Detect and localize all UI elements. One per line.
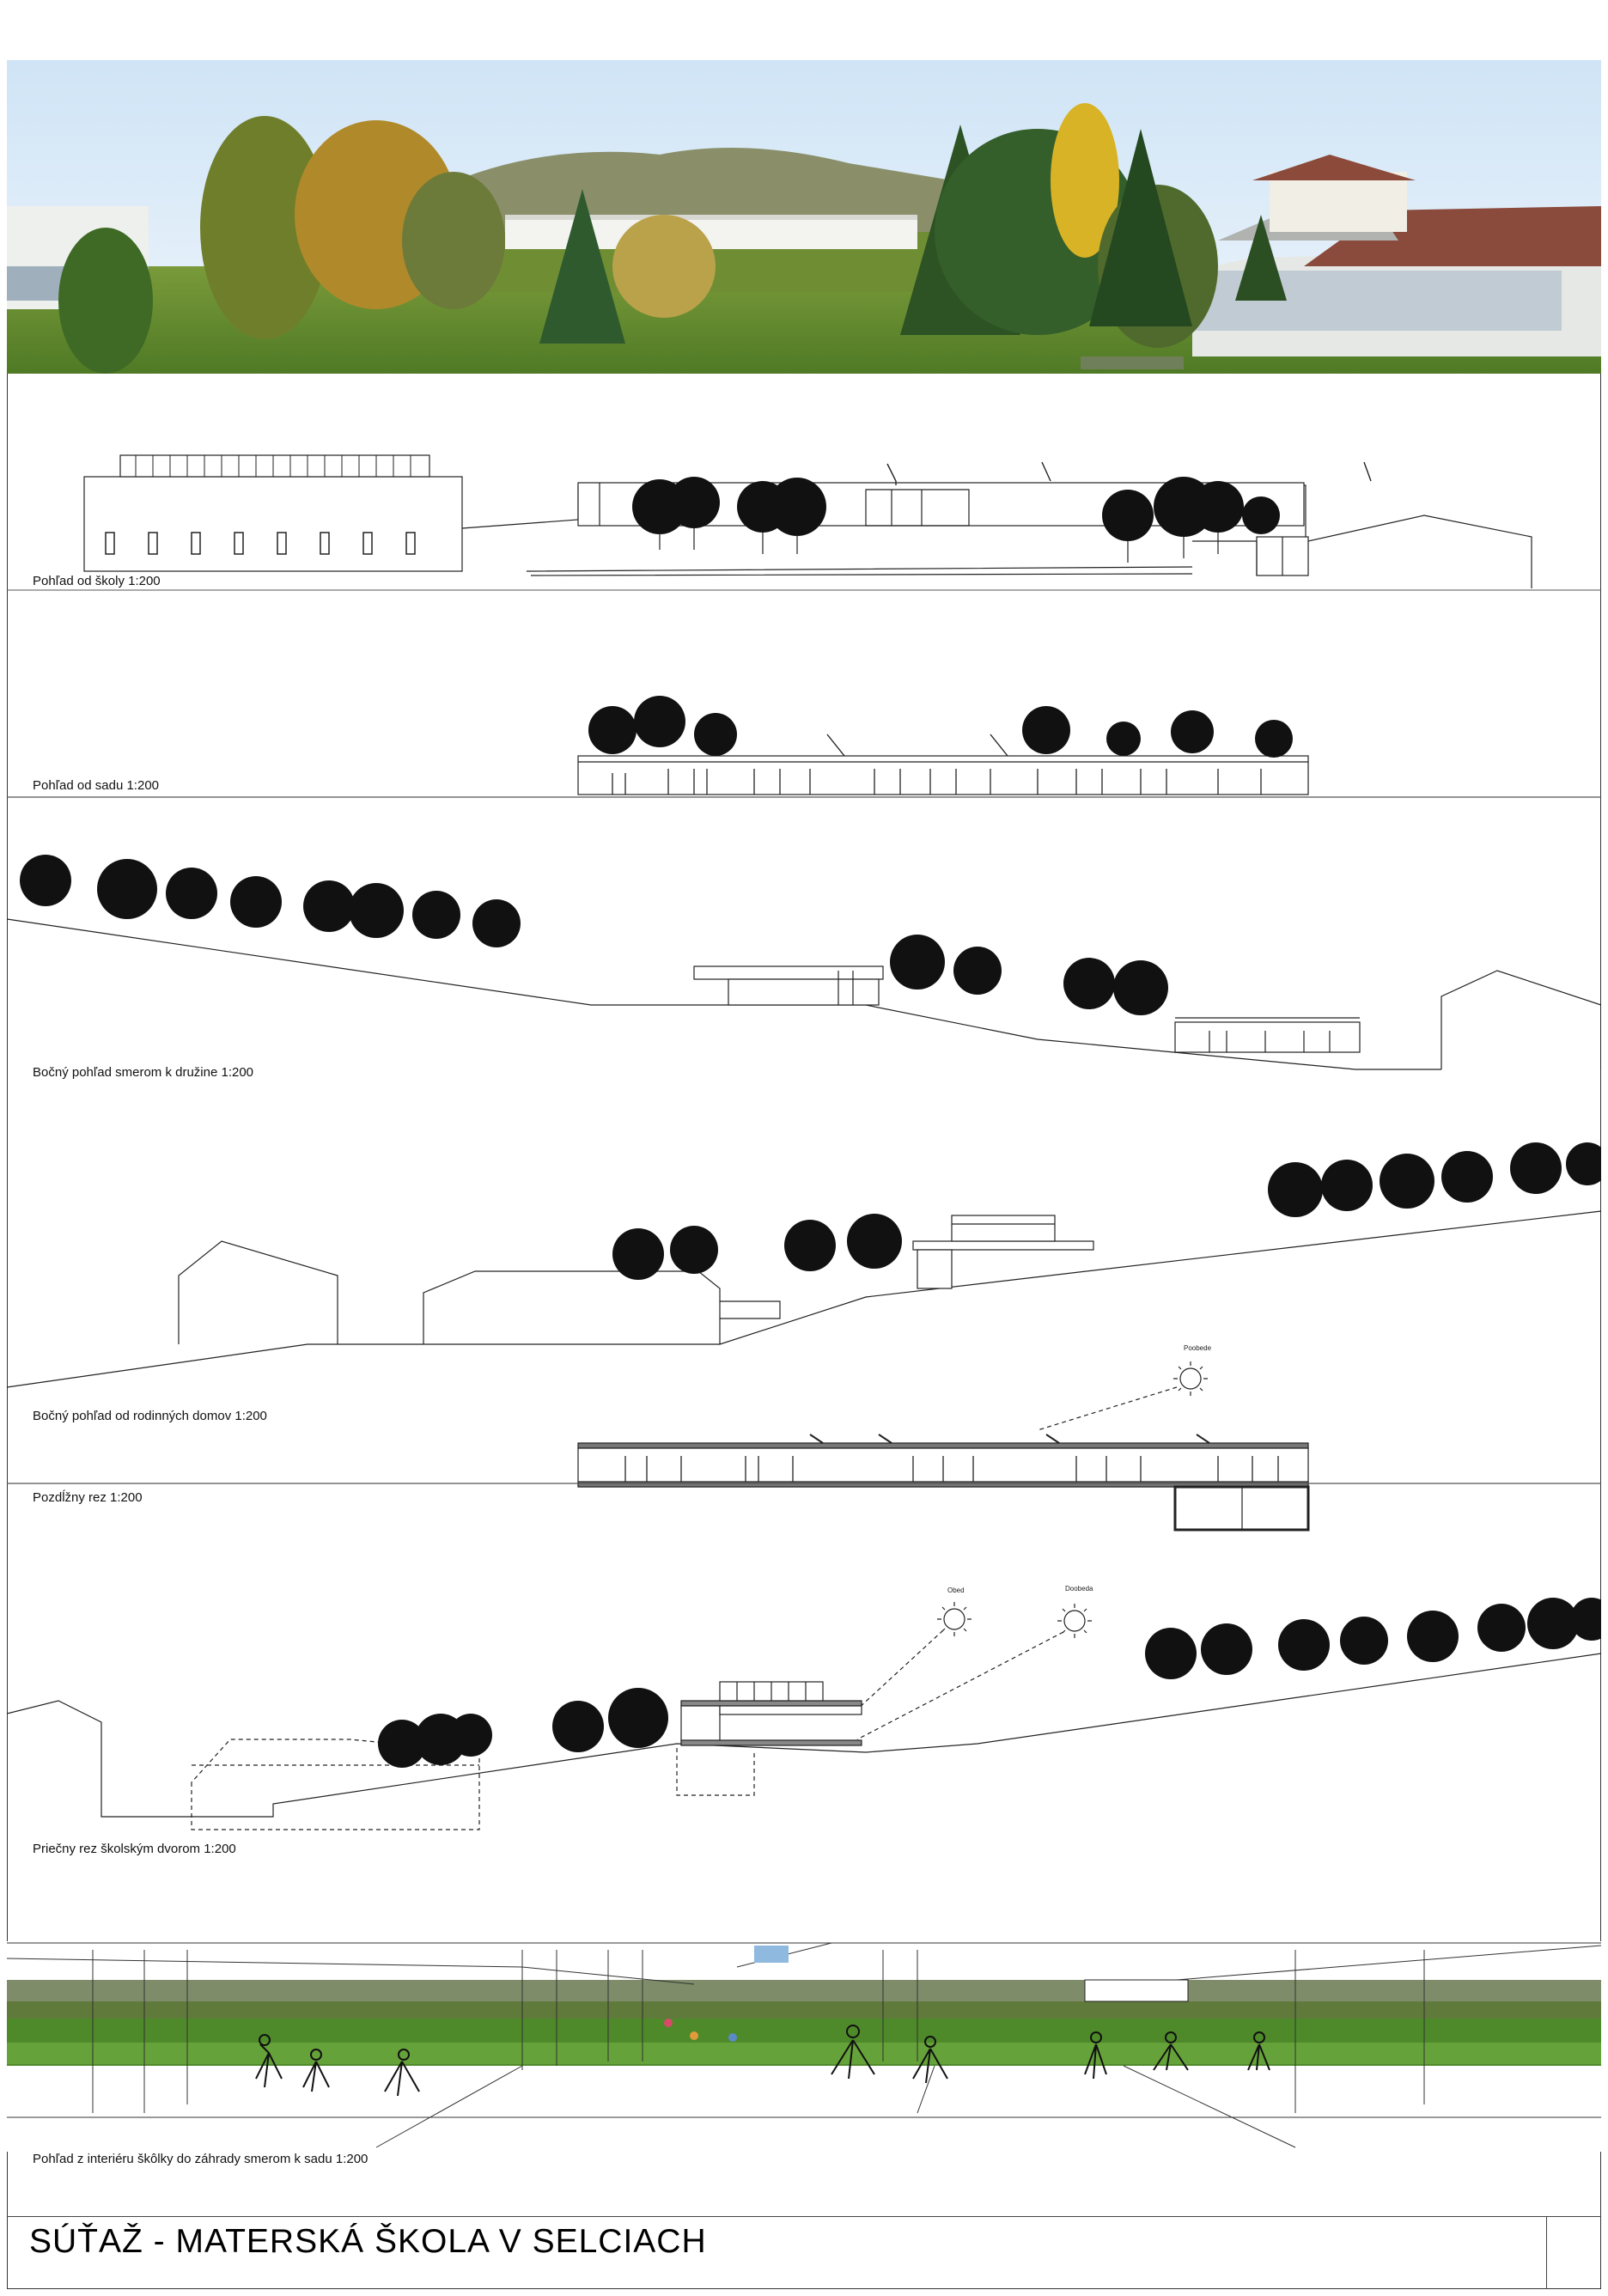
view-from-orchard-drawing	[7, 670, 1601, 807]
cross-section-school-yard-drawing	[7, 1572, 1601, 1847]
tree-group-icon	[20, 855, 1168, 1015]
title-block-divider	[7, 2216, 1601, 2217]
site-photo	[7, 60, 1601, 374]
panel-label-side-view-parish: Bočný pohľad smerom k družine 1:200	[33, 1065, 254, 1080]
longitudinal-section-drawing	[7, 1340, 1601, 1546]
panel-label-view-from-school: Pohľad od školy 1:200	[33, 574, 161, 588]
sun-label-morning: Doobeda	[1065, 1585, 1093, 1593]
title-block-cell-divider	[1546, 2216, 1547, 2289]
panel-label-longitudinal-section: Pozdĺžny rez 1:200	[33, 1490, 143, 1505]
tree-group-icon	[588, 696, 1293, 758]
sun-label-afternoon: Poobede	[1184, 1344, 1212, 1352]
sun-label-noon: Obed	[947, 1586, 965, 1594]
panel-label-interior-view: Pohľad z interiéru škôlky do záhrady smerom k sadu 1:200	[33, 2152, 368, 2166]
sheet-title: SÚŤAŽ - MATERSKÁ ŠKOLA V SELCIACH	[29, 2223, 707, 2260]
panel-label-cross-section: Priečny rez školským dvorom 1:200	[33, 1842, 236, 1856]
panel-label-side-view-houses: Bočný pohľad od rodinných domov 1:200	[33, 1409, 267, 1423]
panel-label-view-from-orchard: Pohľad od sadu 1:200	[33, 778, 159, 793]
view-from-school-drawing	[7, 378, 1601, 601]
interior-perspective-drawing	[7, 1941, 1601, 2152]
side-view-toward-parish-drawing	[7, 825, 1601, 1082]
sun-afternoon-icon	[1173, 1361, 1208, 1396]
tree-group-icon	[612, 1142, 1601, 1280]
